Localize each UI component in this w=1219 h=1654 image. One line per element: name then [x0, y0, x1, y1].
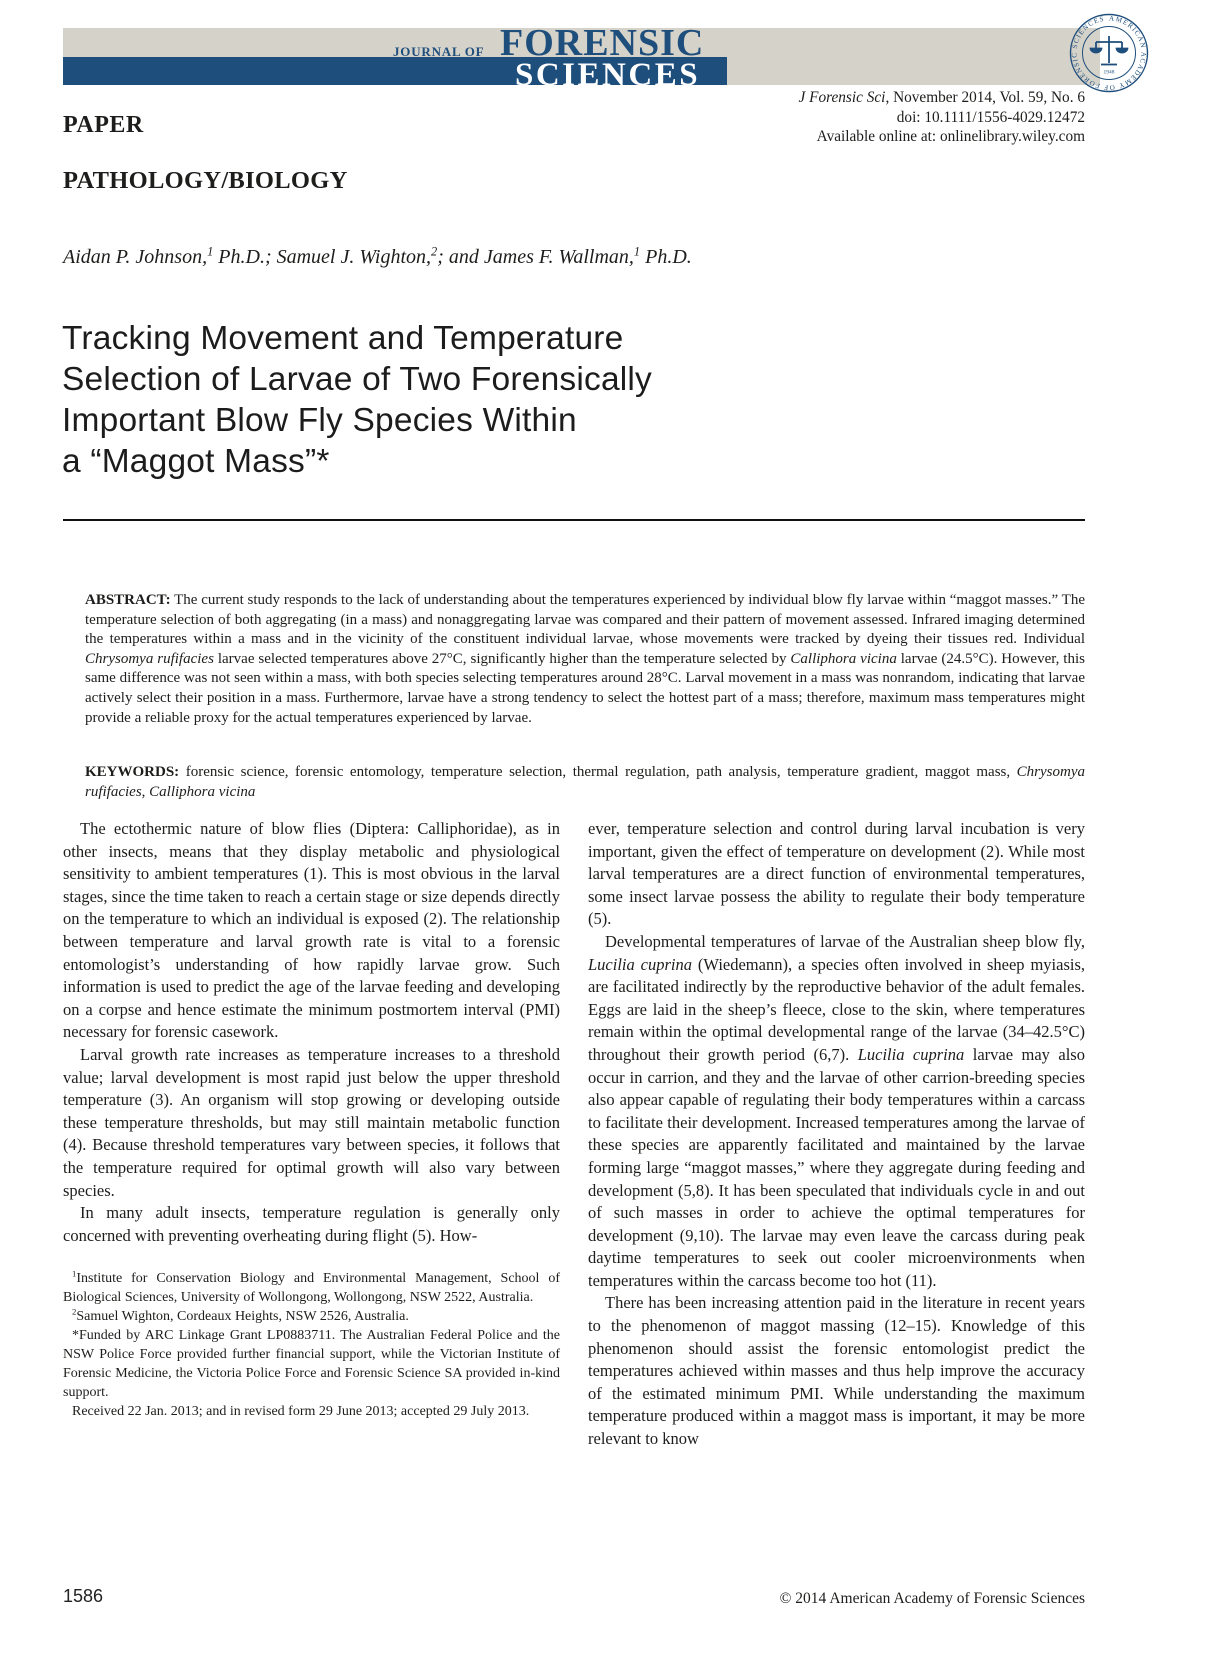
page-number: 1586: [63, 1586, 104, 1606]
body-paragraph: There has been increasing attention paid in the literature in recent years to the phenomenon of maggot massing (12–15). Knowledge of this phenomenon should assist the forensic entomologist predict the temperatures achieved within masses and thus help improve the accuracy of the estimated minimum PMI. While understanding the maximum temperature produced within a maggot mass is important, it may be more relevant to know: [588, 1293, 1085, 1449]
footnotes-block: [63, 1269, 560, 1421]
abstract-paragraph: ABSTRACT: The current study responds to the lack of understanding about the temperatures experienced by individual blow fly larvae within “maggot masses.” The temperature selection of both aggregating (in a mass) and nonaggregating larvae was compared and their pattern of movement assessed. Infrared imaging determined the temperatures within a mass and in the vicinity of the constituent individual larvae, whose movements were tracked by dyeing their tissues red. Individual Chrysomya rufifacies larvae selected temperatures above 27°C, significantly higher than the temperature selected by Calliphora vicina larvae (24.5°C). However, this same difference was not seen within a mass, with both species selecting temperatures around 28°C. Larval movement in a mass was nonrandom, indicating that larvae actively select their position in a mass. Furthermore, larvae have a strong tendency to select the hottest part of a mass; therefore, maximum mass temperatures might provide a reliable proxy for the actual temperatures experienced by larvae.: [85, 592, 1085, 726]
body-paragraph: Developmental temperatures of larvae of the Australian sheep blow fly, Lucilia cuprina (Wiedemann), a species often involved in sheep myiasis, are facilitated indirectly by the reproductive behavior of the adult females. Eggs are laid in the sheep’s fleece, close to the skin, where temperatures remain within the optimal developmental range of the larvae (34–42.5°C) throughout their growth period (6,7). Lucilia cuprina larvae may also occur in carrion, and they and the larvae of other carrion-breeding species also appear capable of regulating their body temperatures within a carcass to facilitate their development. Increased temperatures among the larvae of these species are apparently facilitated and maintained by the larvae forming large “maggot masses,” where they aggregate during feeding and development (5,8). It has been speculated that individuals cycle in and out of such masses in order to achieve the optimal temperatures for development (9,10). The larvae may even leave the carcass during peak daytime temperatures to seek out cooler microenvironments when temperatures within the carcass become too hot (11).: [588, 931, 1085, 1290]
journal-of-label: JOURNAL OF: [393, 44, 485, 59]
title-line: Selection of Larvae of Two Forensically: [62, 361, 653, 398]
title-line: Tracking Movement and Temperature: [62, 320, 624, 357]
journal-name-sciences: SCIENCES: [515, 57, 701, 93]
body-paragraph: In many adult insects, temperature regulation is generally only concerned with preventing overheating during flight (5). How-: [63, 1203, 560, 1245]
footnote-affiliation-1: $^1$Institute for Conservation Biology and Environmental Management, School of Biological Sciences, University of Wollongong, Wollongong, NSW 2522, Australia.: [63, 1268, 560, 1306]
title-divider: [63, 519, 1085, 521]
footnote-affiliation-2: $^2$Samuel Wighton, Cordeaux Heights, NSW 2526, Australia.: [72, 1306, 409, 1325]
copyright-notice: © 2014 American Academy of Forensic Sciences: [779, 1590, 1085, 1607]
body-paragraph: The ectothermic nature of blow flies (Diptera: Calliphoridae), as in other insects, means that they display metabolic and physiological sensitivity to ambient temperatures (1). This is most obvious in the larval stages, since the time taken to reach a certain stage or size depends directly on the temperature to which an individual is exposed (2). The relationship between temperature and larval growth rate is vital to a forensic entomologist’s understanding of how rapidly larvae grow. Such information is used to predict the age of the larvae feeding and developing on a corpse and hence estimate the minimum postmortem interval (PMI) necessary for forensic casework.: [63, 819, 560, 1042]
paper-type-label: PAPER: [63, 112, 144, 138]
body-right-column: [588, 818, 1085, 1451]
citation-line-availability: Available online at: onlinelibrary.wiley.com: [816, 128, 1085, 145]
journal-name-forensic: FORENSIC: [500, 22, 705, 64]
citation-line-doi: doi: 10.1111/1556-4029.12472: [896, 108, 1085, 126]
section-label: PATHOLOGY/BIOLOGY: [63, 167, 348, 194]
aafs-seal-icon: [1068, 12, 1150, 94]
footnote-funding: *Funded by ARC Linkage Grant LP0883711. The Australian Federal Police and the NSW Police Force provided further financial support, while the Victorian Institute of Forensic Medicine, the Victoria Police Force and Forensic Science SA provided in-kind support.: [63, 1328, 560, 1401]
body-paragraph: Larval growth rate increases as temperature increases to a threshold value; larval development is most rapid just below the upper threshold temperature (3). An organism will stop growing or developing outside these temperature thresholds, but may still maintain metabolic function (4). Because threshold temperatures vary between species, it follows that the temperature required for optimal growth will also vary between species.: [63, 1044, 560, 1200]
article-title: [62, 318, 652, 482]
svg-text:1948: 1948: [1103, 69, 1115, 76]
title-line: a “Maggot Mass”*: [62, 443, 330, 480]
keywords-paragraph: KEYWORDS: forensic science, forensic entomology, temperature selection, thermal regulation, path analysis, temperature gradient, maggot mass, Chrysomya rufifacies, Calliphora vicina: [85, 764, 1085, 800]
svg-text:AMERICAN ACADEMY OF FORENSIC S: AMERICAN ACADEMY OF FORENSIC SCIENCES: [1070, 14, 1148, 92]
body-left-column: [63, 818, 560, 1421]
citation-block: [585, 88, 1085, 147]
scales-of-justice-icon: [1090, 36, 1128, 65]
journal-banner: [63, 22, 1100, 93]
title-line: Important Blow Fly Species Within: [62, 402, 577, 439]
citation-line-issue: J Forensic Sci, November 2014, Vol. 59, No. 6: [798, 89, 1085, 106]
body-paragraph: ever, temperature selection and control during larval incubation is very important, given the effect of temperature on development (2). While most larval temperatures are a direct function of environmental temperatures, some insect larvae possess the ability to regulate their body temperature (5).: [588, 819, 1085, 929]
footnote-received-dates: Received 22 Jan. 2013; and in revised form 29 June 2013; accepted 29 July 2013.: [72, 1404, 530, 1420]
authors-line: Aidan P. Johnson,$^1$ Ph.D.; Samuel J. Wighton,$^2$; and James F. Wallman,$^1$ Ph.D.: [63, 244, 692, 268]
